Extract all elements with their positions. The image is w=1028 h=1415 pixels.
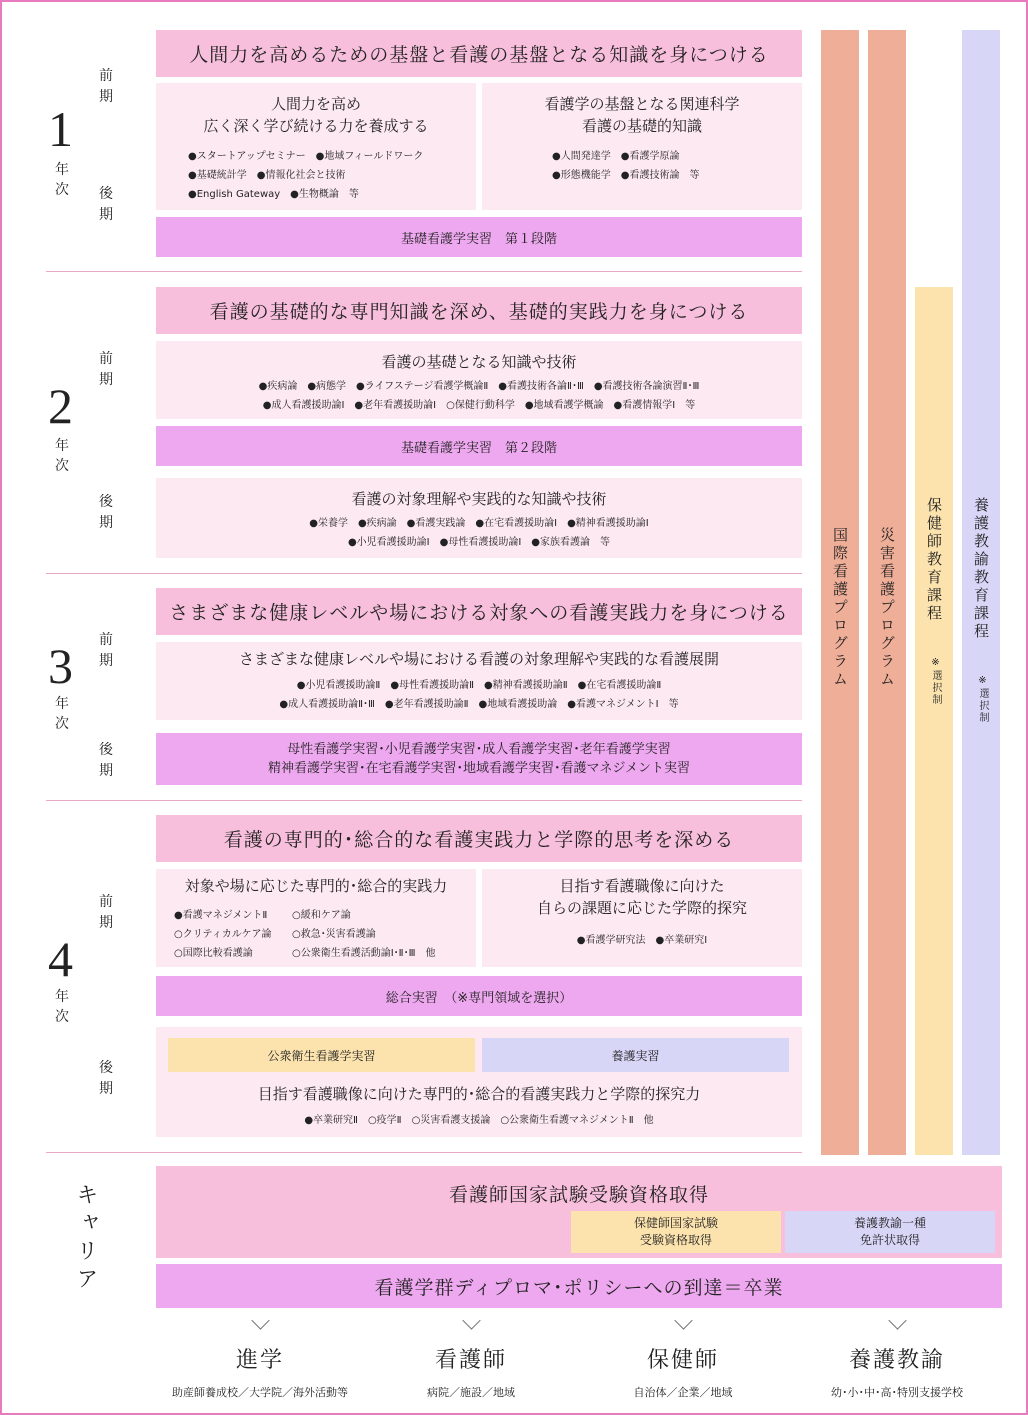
- term-late-y4: 後 期: [99, 1060, 113, 1097]
- year2-box2: [156, 478, 802, 558]
- year2-box2-title: 看護の対象理解や実践的な知識や技術: [351, 490, 607, 508]
- international-program-bar: [821, 30, 859, 1155]
- year-number-2: 2: [48, 378, 73, 434]
- year2-box2-items: ●栄養学 ●疾病論 ●看護実践論 ●在宅看護援助論Ⅰ ●精神看護援助論Ⅰ ●小児看護援助論Ⅰ ●母性看護援助論Ⅰ ●家族看護論 等: [309, 518, 649, 548]
- public-health-program-bar: [915, 287, 953, 1155]
- divider-y4: [46, 1152, 802, 1153]
- term-early-y4: 前 期: [99, 894, 113, 931]
- year4-right-title-2: 自らの課題に応じた学際的探究: [536, 899, 747, 917]
- year-number-4: 4: [48, 931, 73, 987]
- term-early-y3: 前 期: [99, 632, 113, 669]
- year-number-3: 3: [48, 638, 73, 694]
- year1-left-items: ●スタートアップセミナー ●地域フィールドワーク ●基礎統計学 ●情報化社会と技術 ●English Gateway ●生物概論 等: [188, 151, 424, 200]
- year3-box-title: さまざまな健康レベルや場における看護の対象理解や実践的な看護展開: [238, 650, 719, 668]
- school-nurse-program-label: 養護教諭教育課程: [972, 497, 990, 641]
- year4-right-box: [482, 869, 802, 967]
- year2-practice: 基礎看護学実習 第２段階: [156, 426, 802, 466]
- school-nurse-elective-note: ※選択制: [977, 675, 988, 724]
- disaster-program-label: 災害看護プログラム: [878, 527, 896, 689]
- year1-left-title-1: 人間力を高め: [270, 95, 361, 113]
- term-early-y1: 前 期: [99, 68, 113, 105]
- year1-left-box: [156, 83, 476, 210]
- year-label-3: 年 次: [55, 696, 69, 732]
- year1-right-title-1: 看護学の基盤となる関連科学: [544, 95, 740, 113]
- public-health-program-label: 保健師教育課程: [925, 497, 943, 623]
- year4-goal: 看護の専門的･総合的な看護実践力と学際的思考を深める: [156, 815, 802, 862]
- year1-practice: 基礎看護学実習 第１段階: [156, 217, 802, 257]
- diploma-policy-graduation: 看護学群ディプロマ･ポリシーへの到達＝卒業: [156, 1264, 1002, 1308]
- term-late-y3: 後 期: [99, 742, 113, 779]
- year3-box-items: ●小児看護援助論Ⅱ ●母性看護援助論Ⅱ ●精神看護援助論Ⅱ ●在宅看護援助論Ⅱ ●成人看護援助論Ⅱ･Ⅲ ●老年看護援助論Ⅱ ●地域看護援助論 ●看護マネジメントⅠ 等: [279, 680, 679, 710]
- public-health-elective-note: ※選択制: [930, 657, 941, 706]
- year4-left-box: [156, 869, 476, 967]
- year2-box1: [156, 341, 802, 419]
- year1-left-title-2: 広く深く学び続ける力を養成する: [203, 117, 429, 135]
- year4-right-title-1: 目指す看護職像に向けた: [559, 877, 725, 895]
- public-health-practice: 公衆衛生看護学実習: [168, 1038, 475, 1072]
- year4-right-items: ●看護学研究法 ●卒業研究Ⅰ: [576, 935, 708, 946]
- divider-y2: [46, 573, 802, 574]
- year2-box1-title: 看護の基礎となる知識や技術: [381, 353, 577, 371]
- year-label-2: 年 次: [55, 438, 69, 474]
- international-program-label: 国際看護プログラム: [831, 527, 849, 689]
- career-path-nurse: 看護師 病院／施設／地域: [427, 1348, 515, 1399]
- term-early-y2: 前 期: [99, 351, 113, 388]
- year4-left-col2: ○緩和ケア論 ○救急･災害看護論 ○公衆衛生看護活動論Ⅰ･Ⅱ･Ⅲ 他: [292, 910, 436, 959]
- divider-y1: [46, 271, 802, 272]
- year4-late-box: [156, 1027, 802, 1137]
- year4-practice: 総合実習 （※専門領域を選択）: [156, 976, 802, 1016]
- year3-box: [156, 642, 802, 720]
- career-exam-box: [156, 1166, 1002, 1258]
- school-nurse-program-bar: [962, 30, 1000, 1155]
- year2-goal: 看護の基礎的な専門知識を深め、基礎的実践力を身につける: [156, 287, 802, 334]
- year1-goal: 人間力を高めるための基盤と看護の基盤となる知識を身につける: [156, 30, 802, 77]
- disaster-program-bar: [868, 30, 906, 1155]
- year4-left-col1: ●看護マネジメントⅡ ○クリティカルケア論 ○国際比較看護論: [174, 910, 272, 959]
- national-exam-qualification: 看護師国家試験受験資格取得: [448, 1184, 709, 1206]
- year-label-1: 年 次: [55, 162, 69, 198]
- divider-y3: [46, 800, 802, 801]
- career-label: キャリア: [73, 1183, 98, 1295]
- term-late-y1: 後 期: [99, 186, 113, 223]
- term-late-y2: 後 期: [99, 494, 113, 531]
- phn-qualification: 保健師国家試験 受験資格取得: [571, 1211, 781, 1253]
- career-path-public-health-nurse: 保健師 自治体／企業／地域: [633, 1348, 733, 1399]
- year1-right-items: ●人間発達学 ●看護学原論 ●形態機能学 ●看護技術論 等: [552, 151, 700, 181]
- year4-final-items: ●卒業研究Ⅱ ○疫学Ⅱ ○災害看護支援論 ○公衆衛生看護マネジメントⅡ 他: [304, 1115, 654, 1126]
- school-nurse-license: 養護教諭一種 免許状取得: [785, 1211, 995, 1253]
- year-label-4: 年 次: [55, 989, 69, 1025]
- year1-right-title-2: 看護の基礎的知識: [581, 117, 702, 135]
- career-path-school-nurse: 養護教諭 幼･小･中･高･特別支援学校: [831, 1348, 963, 1399]
- year3-practice: 母性看護学実習･小児看護学実習･成人看護学実習･老年看護学実習 精神看護学実習･在宅看護学実習･地域看護学実習･看護マネジメント実習: [156, 733, 802, 785]
- year3-goal: さまざまな健康レベルや場における対象への看護実践力を身につける: [156, 588, 802, 635]
- career-path-further-study: 進学 助産師養成校／大学院／海外活動等: [172, 1348, 348, 1399]
- year1-right-box: [482, 83, 802, 210]
- school-nurse-practice: 養護実習: [482, 1038, 789, 1072]
- year2-box1-items: ●疾病論 ●病態学 ●ライフステージ看護学概論Ⅱ ●看護技術各論Ⅱ･Ⅲ ●看護技術各論演習Ⅱ･Ⅲ ●成人看護援助論Ⅰ ●老年看護援助論Ⅰ ○保健行動科学 ●地域看護学概論 ●看護情報学Ⅰ 等: [258, 381, 700, 411]
- year4-final-title: 目指す看護職像に向けた専門的･総合的看護実践力と学際的探究力: [257, 1085, 701, 1103]
- year-number-1: 1: [48, 101, 73, 157]
- year4-left-title: 対象や場に応じた専門的･総合的実践力: [184, 877, 448, 895]
